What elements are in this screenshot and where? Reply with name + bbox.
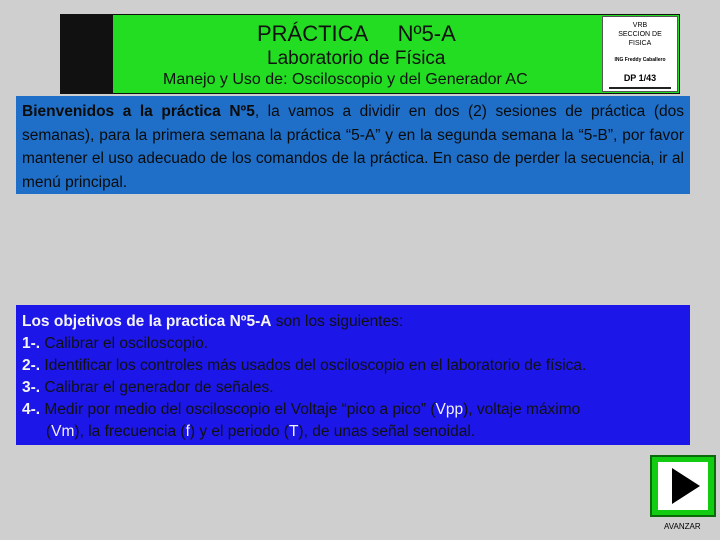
objective-item <box>22 333 684 355</box>
objective-item <box>22 355 684 377</box>
course-title: Manejo y Uso de: Osciloscopio y del Generador AC <box>163 71 528 88</box>
objective-item-continuation <box>22 421 684 443</box>
vpp-label: Vpp <box>435 401 464 418</box>
objective-item <box>22 377 684 399</box>
objective-number: 2-. <box>22 357 41 374</box>
objectives-heading-bold: Los objetivos de la practica Nº5-A <box>22 313 272 330</box>
black-block <box>61 15 113 93</box>
welcome-text: , la vamos a dividir en dos (2) sesiones de práctica (dos semanas), para la primera semana la práctica “5-A” y en la segunda semana la “5-B”, por favor mantener el uso adecuado de los comandos de la práctica. En caso de perder la secuencia, ir al menú principal. <box>22 103 684 191</box>
play-icon[interactable] <box>658 462 708 510</box>
welcome-bold: Bienvenidos a la práctica Nº5 <box>22 103 255 120</box>
title-banner <box>60 14 680 94</box>
advance-button-face[interactable] <box>658 462 708 510</box>
section-label-line3: FISICA <box>628 40 652 47</box>
t-label: T <box>288 423 299 440</box>
objective-text: ) y el periodo ( <box>189 423 289 440</box>
objective-item <box>22 399 684 421</box>
section-label-line2: SECCION DE <box>618 31 662 38</box>
objective-number: 3-. <box>22 379 41 396</box>
advance-button[interactable] <box>650 455 716 517</box>
objective-number: 1-. <box>22 335 41 352</box>
objective-text: Calibrar el osciloscopio. <box>40 335 209 352</box>
f-label: f <box>185 423 190 440</box>
objective-text: Identificar los controles más usados del osciloscopio en el laboratorio de física. <box>40 357 587 374</box>
advance-label[interactable]: AVANZAR <box>664 522 701 531</box>
objective-text: ), voltaje máximo <box>463 401 581 418</box>
welcome-panel <box>16 96 690 194</box>
vm-label: Vm <box>51 423 75 440</box>
divider <box>609 87 671 89</box>
objectives-heading-rest: son los siguientes: <box>271 313 404 330</box>
section-label-line1: VRB <box>632 22 648 29</box>
author-label: ING Freddy Caballero <box>614 57 666 63</box>
objective-text: ), la frecuencia ( <box>74 423 186 440</box>
objective-number: 4-. <box>22 401 41 418</box>
page-counter: DP 1/43 <box>623 73 657 83</box>
objective-text: ), de unas señal senoidal. <box>298 423 476 440</box>
section-label <box>603 21 677 48</box>
page-subtitle: Laboratorio de Física <box>267 48 446 69</box>
objectives-heading <box>22 311 684 333</box>
objective-text: ( <box>46 423 52 440</box>
objectives-panel <box>16 305 690 445</box>
objective-text: Calibrar el generador de señales. <box>40 379 274 396</box>
objective-text: Medir por medio del osciloscopio el Voltaje “pico a pico” ( <box>40 401 436 418</box>
section-info-box <box>602 16 678 92</box>
page-title: PRÁCTICA Nº5-A <box>257 21 456 46</box>
